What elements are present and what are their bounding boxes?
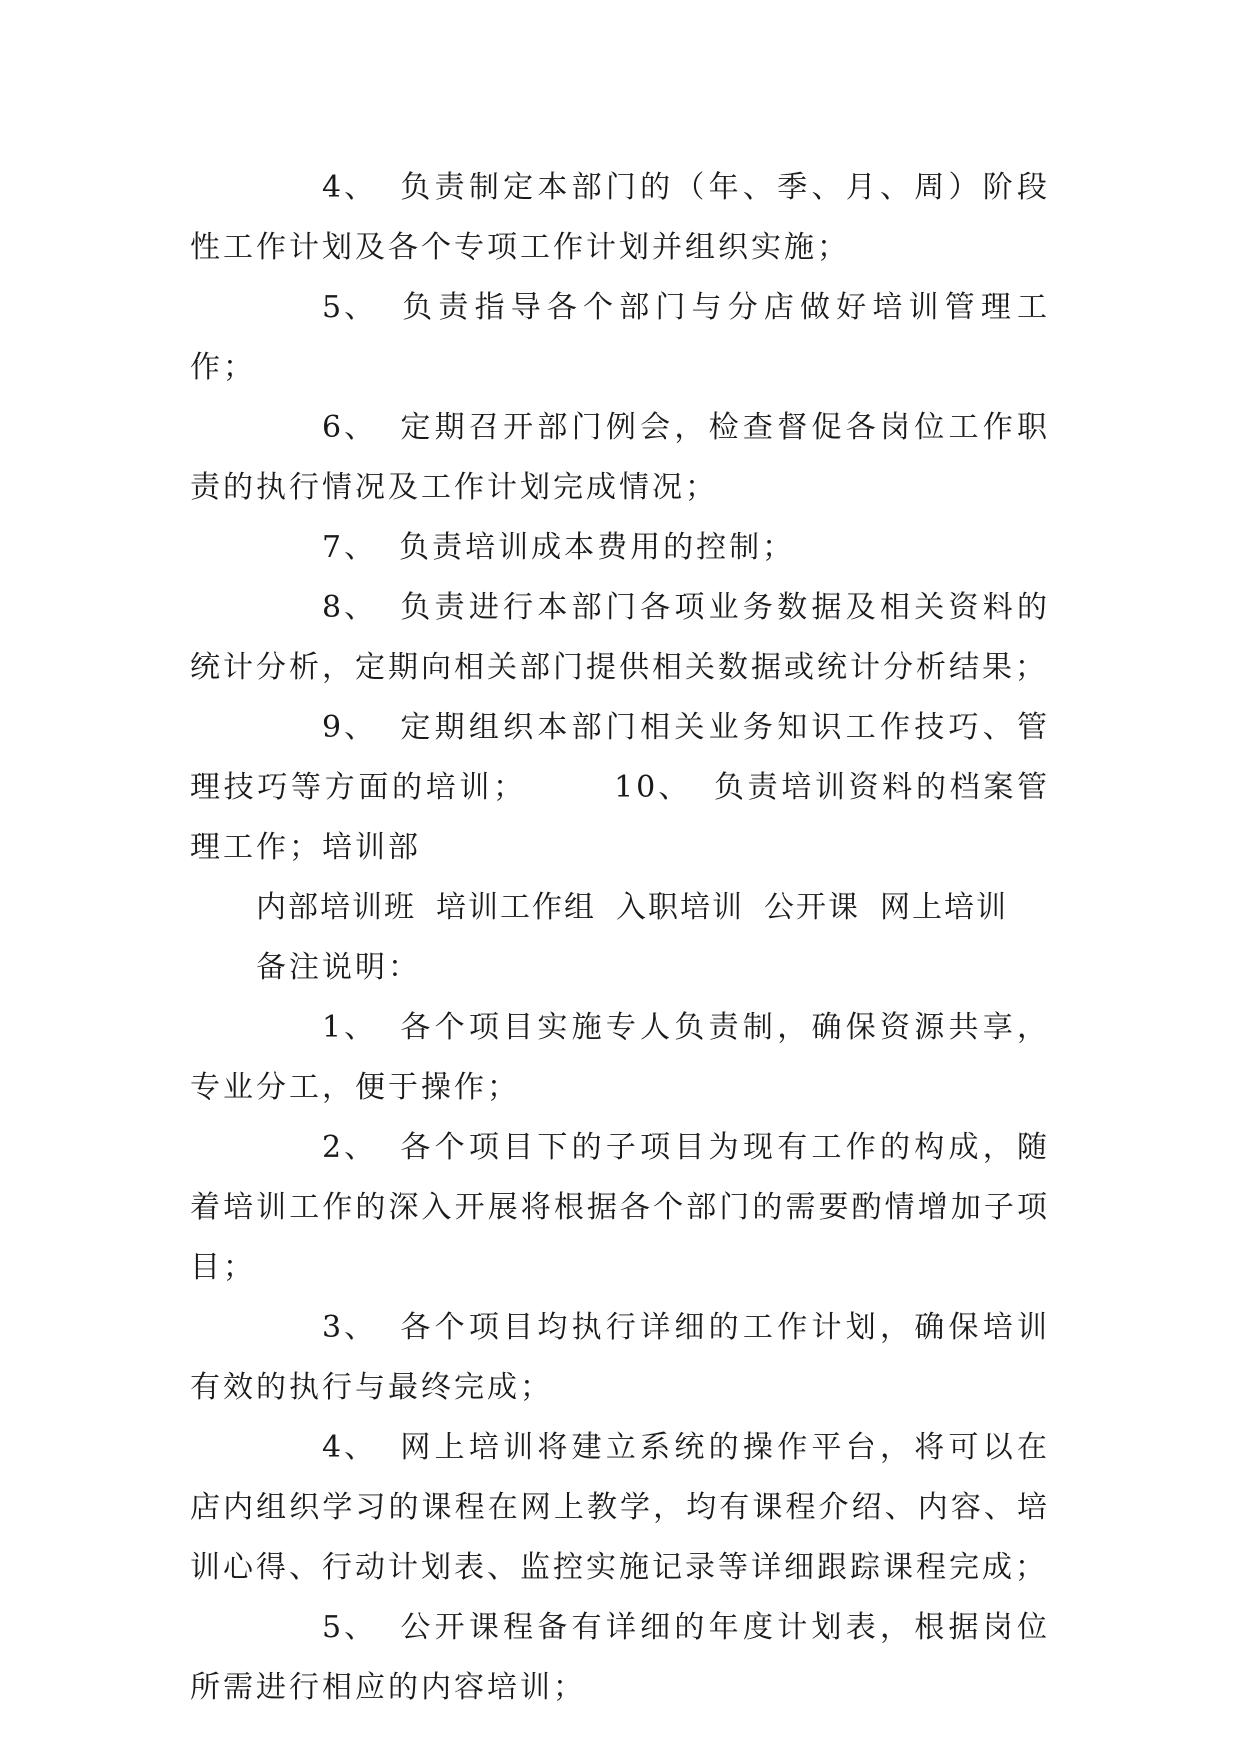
- duty-text: 负责指导各个部门与分店做好培训管理工作；: [190, 290, 1050, 385]
- org-unit: 内部培训班: [256, 890, 416, 925]
- duty-number: 5、: [322, 290, 378, 325]
- department-name: 培训部: [322, 830, 421, 865]
- note-number: 4、: [322, 1430, 378, 1465]
- org-unit: 入职培训: [616, 890, 744, 925]
- duty-text: 负责培训资料的档案管理工作；: [190, 770, 1051, 865]
- duty-text: 定期组织本部门相关业务知识工作技巧、管理技巧等方面的培训；: [190, 710, 1050, 805]
- duty-text: 定期召开部门例会，检查督促各岗位工作职责的执行情况及工作计划完成情况；: [190, 410, 1050, 505]
- duty-number: 10、: [614, 770, 692, 805]
- org-unit: 网上培训: [880, 890, 1008, 925]
- duty-item-4: [190, 158, 1050, 278]
- org-unit: 培训工作组: [436, 890, 596, 925]
- duty-item-6: [190, 398, 1050, 518]
- note-number: 5、: [322, 1610, 378, 1645]
- note-item-1: [190, 998, 1050, 1118]
- note-item-5: [190, 1598, 1050, 1718]
- duty-item-8: [190, 578, 1050, 698]
- document-body: [190, 158, 1050, 1718]
- duty-text: 负责制定本部门的（年、季、月、周）阶段性工作计划及各个专项工作计划并组织实施；: [190, 170, 1050, 265]
- note-number: 1、: [322, 1010, 378, 1045]
- duty-number: 9、: [322, 710, 378, 745]
- note-item-4: [190, 1418, 1050, 1598]
- note-text: 各个项目均执行详细的工作计划，确保培训有效的执行与最终完成；: [190, 1310, 1050, 1405]
- duty-number: 7、: [322, 530, 378, 565]
- duty-item-5: [190, 278, 1050, 398]
- duty-number: 4、: [322, 170, 378, 205]
- note-number: 2、: [322, 1130, 378, 1165]
- duty-number: 8、: [322, 590, 378, 625]
- org-unit: 公开课: [764, 890, 860, 925]
- notes-heading: 备注说明：: [256, 950, 421, 985]
- note-item-2: [190, 1118, 1050, 1298]
- note-text: 各个项目实施专人负责制，确保资源共享，专业分工，便于操作；: [190, 1010, 1050, 1105]
- note-text: 网上培训将建立系统的操作平台，将可以在店内组织学习的课程在网上教学，均有课程介绍、内容、培训心得、行动计划表、监控实施记录等详细跟踪课程完成；: [190, 1430, 1050, 1585]
- note-item-3: [190, 1298, 1050, 1418]
- duty-text: 负责培训成本费用的控制；: [399, 530, 796, 565]
- note-text: 公开课程备有详细的年度计划表，根据岗位所需进行相应的内容培训；: [190, 1610, 1050, 1705]
- duty-item-9-10: [190, 698, 1050, 878]
- duty-text: 负责进行本部门各项业务数据及相关资料的统计分析，定期向相关部门提供相关数据或统计分析结果；: [190, 590, 1050, 685]
- org-units-row: [190, 878, 1050, 938]
- note-number: 3、: [322, 1310, 378, 1345]
- note-text: 各个项目下的子项目为现有工作的构成，随着培训工作的深入开展将根据各个部门的需要酌情增加子项目；: [190, 1130, 1050, 1285]
- duty-number: 6、: [322, 410, 378, 445]
- duty-item-7: [190, 518, 1050, 578]
